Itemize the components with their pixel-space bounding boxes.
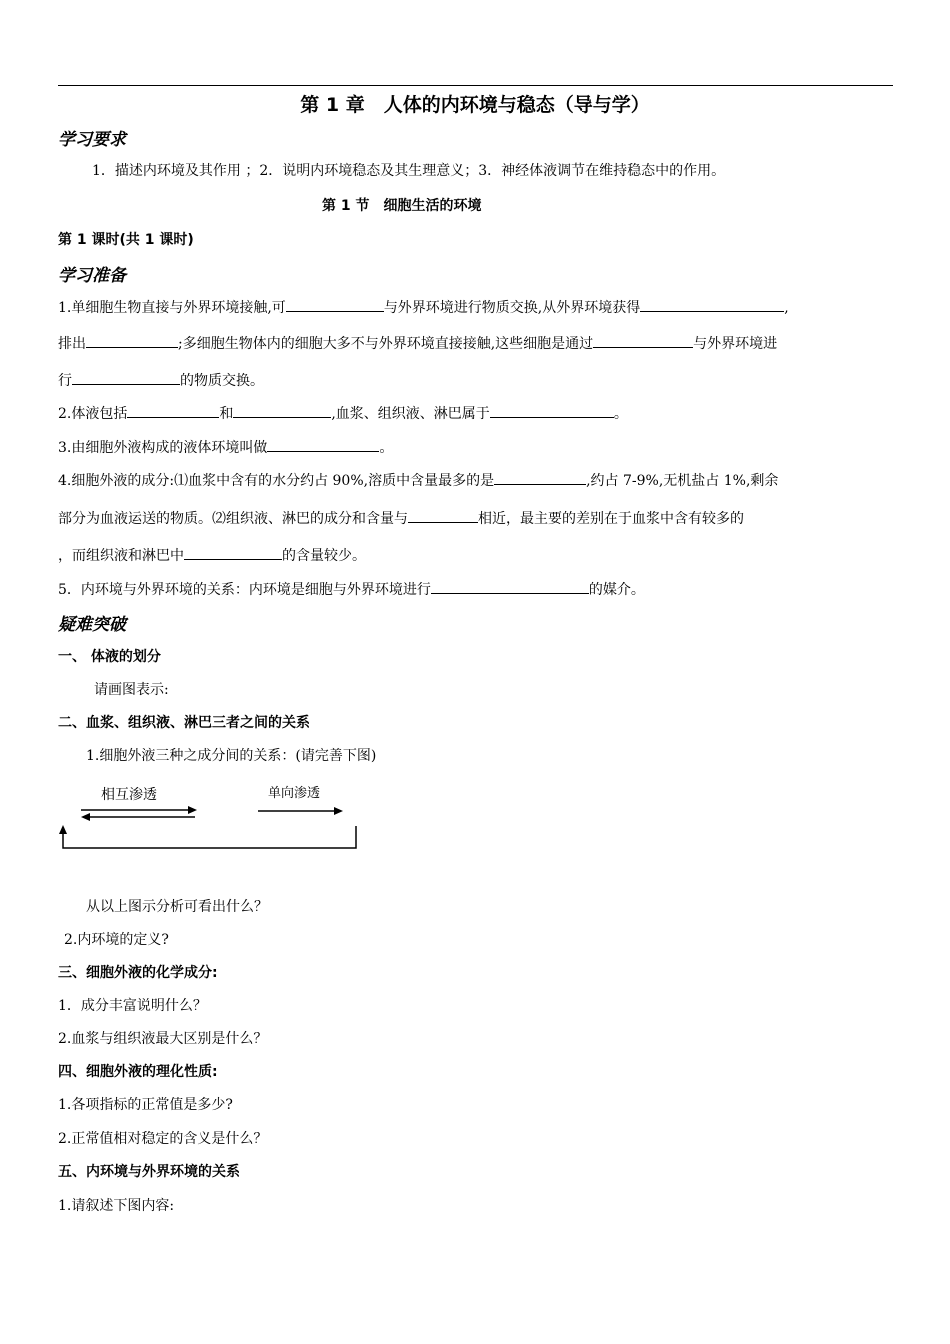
section-4-item-1: 1.各项指标的正常值是多少? — [58, 1097, 233, 1113]
q4-text-e: ，而组织液和淋巴中 — [58, 548, 184, 564]
q1-blank-1[interactable] — [286, 296, 384, 312]
section-2-item-1: 1.细胞外液三种之成分间的关系：(请完善下图) — [86, 748, 377, 764]
question-1-line-2 — [58, 332, 777, 353]
q1-text-b: 与外界环境进行物质交换,从外界环境获得 — [383, 300, 641, 316]
q1-text-g: 行 — [58, 373, 72, 389]
bracket-arrow-head — [59, 825, 67, 834]
q1-text-h: 的物质交换。 — [180, 373, 264, 389]
q1-text-f: 与外界环境进 — [693, 336, 778, 352]
q1-blank-2[interactable] — [640, 296, 784, 312]
q2-text-d: 。 — [613, 406, 628, 422]
requirements-text: 1．描述内环境及其作用 ；2．说明内环境稳态及其生理意义；3．神经体液调节在维持稳态中的作用。 — [92, 163, 726, 179]
diagram-arrows — [55, 780, 365, 855]
q4-text-a: 4.细胞外液的成分:⑴血浆中含有的水分约占 90%,溶质中含量最多的是 — [58, 473, 495, 489]
section-title: 第 1 节 细胞生活的环境 — [322, 198, 482, 214]
section-5-heading: 五、内环境与外界环境的关系 — [58, 1164, 240, 1180]
q4-blank-3[interactable] — [184, 544, 282, 560]
question-4-line-2 — [58, 507, 744, 528]
q4-blank-1[interactable] — [494, 469, 586, 485]
q5-text-a: 5．内环境与外界环境的关系：内环境是细胞与外界环境进行 — [58, 582, 431, 598]
q2-blank-2[interactable] — [233, 402, 331, 418]
section-3-item-2: 2.血浆与组织液最大区别是什么？ — [58, 1031, 268, 1047]
q3-text-a: 3.由细胞外液构成的液体环境叫做 — [58, 440, 268, 456]
arrow-left-head — [81, 813, 90, 821]
section-1-heading: 一、 体液的划分 — [58, 649, 161, 665]
q4-text-d: 相近，最主要的差别在于血浆中含有较多的 — [478, 511, 744, 527]
section-4-item-2: 2.正常值相对稳定的含义是什么？ — [58, 1131, 268, 1147]
q4-text-b: ,约占 7-9%,无机盐占 1%,剩余 — [586, 473, 779, 489]
section-2-item-2: 2.内环境的定义? — [64, 932, 169, 948]
requirements-heading: 学习要求 — [58, 130, 126, 150]
q2-blank-1[interactable] — [127, 402, 219, 418]
page-title: 第 1 章 人体的内环境与稳态（导与学） — [300, 94, 650, 116]
mutual-osmosis-label: 相互渗透 — [101, 787, 157, 803]
bracket-line — [63, 826, 356, 848]
q1-text-a: 1.单细胞生物直接与外界环境接触,可 — [58, 300, 286, 316]
question-1-line-1 — [58, 296, 789, 317]
section-2-heading: 二、血浆、组织液、淋巴三者之间的关系 — [58, 715, 310, 731]
q1-text-d: 排出 — [58, 336, 86, 352]
difficulty-heading: 疑难突破 — [58, 615, 126, 635]
section-5-item-1: 1.请叙述下图内容: — [58, 1198, 175, 1214]
question-4-line-1 — [58, 469, 778, 490]
q3-text-b: 。 — [379, 440, 394, 456]
q1-text-e: ;多细胞生物体内的细胞大多不与外界环境直接接触,这些细胞是通过 — [178, 336, 594, 352]
arrow-right-head — [188, 806, 197, 814]
question-4-line-3 — [58, 544, 366, 565]
q5-blank-1[interactable] — [431, 578, 589, 594]
question-2 — [58, 402, 628, 423]
question-5 — [58, 578, 645, 599]
q4-text-f: 的含量较少。 — [282, 548, 366, 564]
q5-text-b: 的媒介。 — [588, 582, 645, 598]
section-3-heading: 三、细胞外液的化学成分: — [58, 965, 218, 981]
section-4-heading: 四、细胞外液的理化性质: — [58, 1064, 218, 1080]
question-3 — [58, 436, 393, 457]
q1-blank-5[interactable] — [72, 369, 180, 385]
q2-text-c: ,血浆、组织液、淋巴属于 — [331, 406, 490, 422]
q3-blank-1[interactable] — [267, 436, 379, 452]
q1-text-c: , — [784, 300, 789, 316]
question-1-line-3 — [58, 369, 264, 390]
section-3-item-1: 1．成分丰富说明什么？ — [58, 998, 207, 1014]
q2-text-a: 2.体液包括 — [58, 406, 128, 422]
q4-text-c: 部分为血液运送的物质。⑵组织液、淋巴的成分和含量与 — [58, 511, 408, 527]
q2-text-b: 和 — [219, 406, 234, 422]
preparation-heading: 学习准备 — [58, 266, 126, 286]
one-way-osmosis-label: 单向渗透 — [268, 786, 321, 801]
fluid-relationship-diagram — [55, 780, 365, 855]
lesson-label: 第 1 课时(共 1 课时) — [58, 232, 194, 248]
q1-blank-4[interactable] — [593, 332, 693, 348]
q2-blank-3[interactable] — [490, 402, 614, 418]
q1-blank-3[interactable] — [86, 332, 178, 348]
arrow-one-way-head — [334, 807, 343, 815]
section-1-text: 请画图表示: — [94, 682, 169, 698]
q4-blank-2[interactable] — [408, 507, 478, 523]
section-2-question: 从以上图示分析可看出什么？ — [86, 899, 268, 915]
top-rule — [58, 85, 893, 86]
